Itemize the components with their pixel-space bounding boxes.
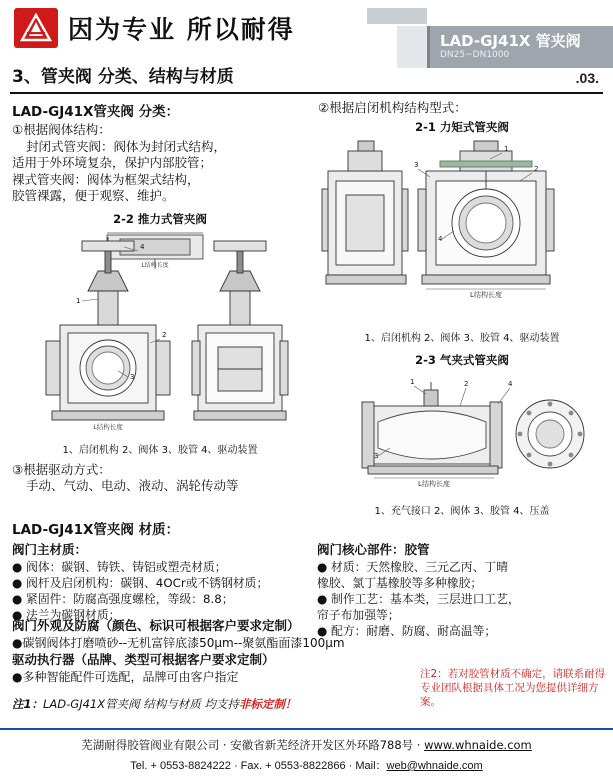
list-item: ● 材质：天然橡胶、三元乙丙、丁晴: [317, 560, 508, 574]
svg-text:1: 1: [410, 377, 415, 386]
svg-text:2: 2: [534, 164, 539, 173]
page-title: 3、管夹阀 分类、结构与材质: [12, 67, 234, 87]
materials-main-title: 阀门主材质：: [12, 542, 88, 557]
page-number: .03.: [575, 70, 599, 86]
page-footer: [0, 728, 613, 776]
actuator-heading: 驱动执行器（品牌、类型可根据客户要求定制）: [12, 652, 275, 668]
title-divider: [10, 92, 603, 94]
company-logo: [14, 8, 58, 48]
figure-2-1-caption: 2-1 力矩式管夹阀: [415, 119, 509, 134]
classification-item-1-line-4: 胶管裸露，便于观察、维护。: [12, 188, 175, 203]
product-title-plate: [427, 26, 613, 68]
list-item: 橡胶、氯丁基橡胶等多种橡胶；: [317, 576, 483, 591]
note-1-text: LAD-GJ41X管夹阀 结构与材质 均支持: [43, 697, 239, 711]
note-2: 注2：若对胶管材质不确定，请联系耐得专业团队根据具体工况为您提供详细方案。: [420, 668, 606, 708]
footer-address: 芜湖耐得胶管阀业有限公司 · 安徽省新芜经济开发区外环路788号 ·: [81, 738, 425, 752]
figure-2-2-caption: 2-2 推力式管夹阀: [113, 211, 207, 226]
svg-text:1: 1: [504, 144, 509, 153]
naide-triangle-logo-icon: [19, 13, 53, 43]
list-item: ● 配方：耐磨、防腐、耐高温等；: [317, 624, 497, 639]
figure-2-1-legend: 1、启闭机构 2、阀体 3、胶管 4、驱动装置: [364, 332, 560, 344]
appearance-heading: 阀门外观及防腐（颜色、标识可根据客户要求定制）: [12, 618, 300, 633]
classification-item-3: ③根据驱动方式：: [12, 461, 111, 477]
actuator-detail: ●多种智能配件可选配，品牌可由客户指定: [12, 669, 239, 684]
page-header: [0, 0, 613, 58]
classification-item-3-line-1: 手动、气动、电动、液动、涡轮传动等: [26, 478, 239, 493]
footer-contact-line: [0, 757, 613, 773]
figure-2-1-torque-pinch-valve: [318, 137, 606, 327]
figure-2-2-legend: 1、启闭机构 2、阀体 3、胶管 4、驱动装置: [62, 444, 258, 456]
right-column: [318, 100, 606, 517]
svg-text:L结构长度: L结构长度: [470, 290, 502, 299]
classification-item-2: ②根据启闭机构结构型式：: [318, 100, 467, 115]
materials-heading: LAD-GJ41X管夹阀 材质：: [12, 522, 180, 538]
footer-address-line: [0, 737, 613, 753]
classification-item-1-line-1: 封闭式管夹阀：阀体为封闭式结构，: [26, 138, 227, 154]
svg-text:4: 4: [508, 379, 513, 388]
materials-core-title: 阀门核心部件：胶管: [317, 542, 430, 557]
svg-text:3: 3: [414, 160, 419, 169]
list-item: ● 紧固件：防腐高强度螺栓，等级：8.8；: [12, 592, 234, 607]
svg-text:L结构长度: L结构长度: [93, 422, 123, 431]
product-title: LAD-GJ41X 管夹阀: [440, 32, 581, 50]
svg-text:2: 2: [162, 330, 167, 339]
list-item: ● 阀体：碳钢、铸铁、铸铝或塑壳材质；: [12, 560, 227, 574]
footer-contact: Tel. + 0553-8824222 · Fax. + 0553-8822866 · Mail：: [130, 760, 387, 772]
header-deco-block: [397, 26, 427, 68]
svg-text:4: 4: [438, 234, 443, 243]
list-item: 帘子布加强等；: [317, 608, 400, 623]
svg-text:1: 1: [76, 296, 81, 305]
figure-2-3-legend: 1、充气接口 2、阀体 3、胶管 4、压盖: [374, 505, 550, 517]
header-deco-bar: [367, 8, 427, 24]
footer-website-link[interactable]: www.whnaide.com: [424, 738, 532, 752]
list-item: ● 法兰为碳钢材质；: [12, 608, 121, 623]
list-item: ● 阀杆及启闭机构：碳钢、4OCr或不锈钢材质；: [12, 576, 269, 591]
svg-text:4: 4: [140, 242, 145, 251]
svg-text:3: 3: [374, 451, 379, 460]
figure-2-2-thrust-pinch-valve: [12, 229, 308, 439]
svg-text:L结构长度: L结构长度: [141, 261, 169, 269]
note-1: [12, 696, 412, 712]
svg-text:L结构长度: L结构长度: [418, 479, 450, 488]
classification-item-1-line-2: 适用于外环境复杂，保护内部胶管；: [12, 155, 213, 170]
figure-2-3-air-pinch-valve: [318, 370, 606, 500]
list-item: ● 制作工艺：基本类，三层进口工艺，: [317, 592, 520, 607]
appearance-detail: ●碳钢阀体打磨喷砂--无机富锌底漆50μm--聚氨酯面漆100μm: [12, 635, 345, 650]
left-column: [12, 100, 308, 495]
classification-heading: LAD-GJ41X管夹阀 分类：: [12, 104, 180, 120]
brand-slogan: 因为专业 所以耐得: [68, 15, 295, 44]
svg-text:3: 3: [130, 372, 135, 381]
note-1-prefix: 注1：: [12, 697, 44, 711]
classification-item-1: ①根据阀体结构：: [12, 122, 111, 137]
classification-item-1-line-3: 裸式管夹阀：阀体为框架式结构，: [12, 171, 200, 187]
svg-text:2: 2: [464, 379, 469, 388]
footer-email-link[interactable]: web@whnaide.com: [386, 760, 483, 772]
product-size-range: DN25~DN1000: [440, 50, 510, 60]
figure-2-3-caption: 2-3 气夹式管夹阀: [415, 352, 509, 367]
note-1-highlight: 非标定制！: [238, 697, 297, 711]
